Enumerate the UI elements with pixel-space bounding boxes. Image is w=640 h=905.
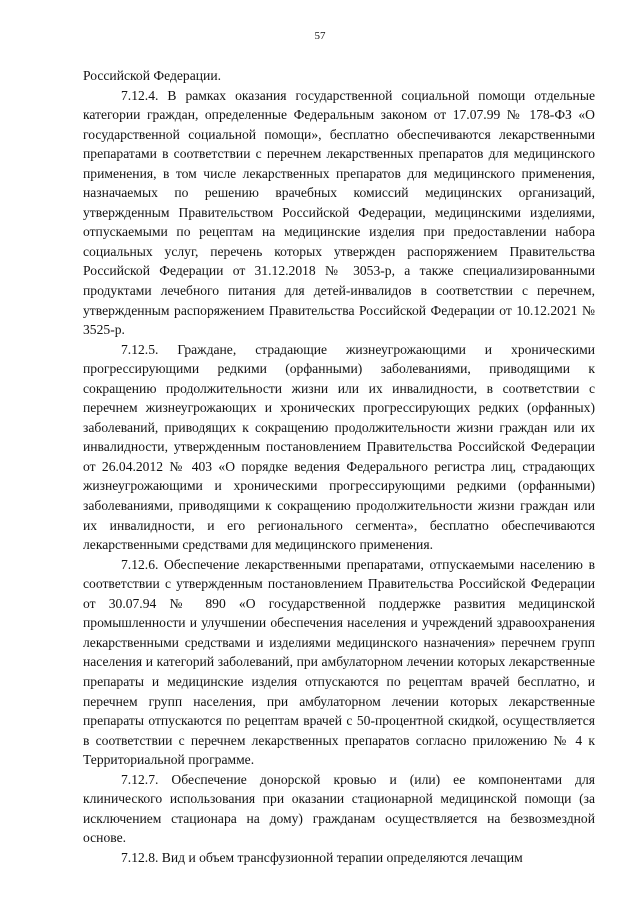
paragraph-7-12-7: 7.12.7. Обеспечение донорской кровью и (или) ее компонентами для клинического использования при оказании стационарной медицинской помощи (за исключением стационара на дому) гражданам осуществляется на безвозмездной основе.: [83, 771, 595, 846]
page-number: 57: [314, 30, 326, 42]
paragraph-7-12-8: 7.12.8. Вид и объем трансфузионной терапии определяются лечащим: [121, 849, 523, 865]
paragraph-7-12-4: 7.12.4. В рамках оказания государственной социальной помощи отдельные категории граждан, определенные Федеральным законом от 17.07.99 № 178-ФЗ «О государственной социальной помощи», бесплатно обеспечиваются лекарственными препаратами в соответствии с перечнем лекарственных препаратов для медицинского применения, в том числе лекарственных препаратов для медицинского применения, назначаемых по решению врачебных комиссий медицинских организаций, утвержденным Правительством Российской Федерации, медицинскими изделиями, отпускаемыми по рецептам на медицинские изделия при предоставлении набора социальных услуг, перечень которых утвержден распоряжением Правительства Российской Федерации от 31.12.2018 № 3053-р, а также специализированными продуктами лечебного питания для детей-инвалидов в соответствии с перечнем, утвержденным распоряжением Правительства Российской Федерации от 10.12.2021 № 3525-р.: [83, 87, 595, 338]
paragraph-continuation: Российской Федерации.: [83, 68, 221, 83]
paragraph-7-12-6: 7.12.6. Обеспечение лекарственными препаратами, отпускаемыми населению в соответствии с утвержденным постановлением Правительства Российской Федерации от 30.07.94 № 890 «О государственной поддержке развития медицинской промышленности и улучшении обеспечения населения и учреждений здравоохранения лекарственными средствами и изделиями медицинского назначения» перечнем групп населения и категорий заболеваний, при амбулаторном лечении которых лекарственные препараты и медицинские изделия отпускаются по рецептам врачей бесплатно, и перечнем групп населения, при амбулаторном лечении которых лекарственные препараты отпускаются по рецептам врачей с 50-процентной скидкой, осуществляется в соответствии с перечнем лекарственных препаратов согласно приложению № 4 к Территориальной программе.: [83, 556, 595, 768]
paragraph-7-12-5: 7.12.5. Граждане, страдающие жизнеугрожающими и хроническими прогрессирующими редкими (орфанными) заболеваниями, приводящими к сокращению продолжительности жизни или их инвалидности, в соответствии с перечнем жизнеугрожающих и хронических прогрессирующих редких (орфанных) заболеваний, приводящих к сокращению продолжительности жизни граждан или их инвалидности, утвержденным постановлением Правительства Российской Федерации от 26.04.2012 № 403 «О порядке ведения Федерального регистра лиц, страдающих жизнеугрожающими и хроническими прогрессирующими редкими (орфанными) заболеваниями, приводящими к сокращению продолжительности жизни граждан или их инвалидности, и его регионального сегмента», бесплатно обеспечиваются лекарственными средствами для медицинского применения.: [83, 341, 595, 553]
document-body: [83, 66, 595, 867]
